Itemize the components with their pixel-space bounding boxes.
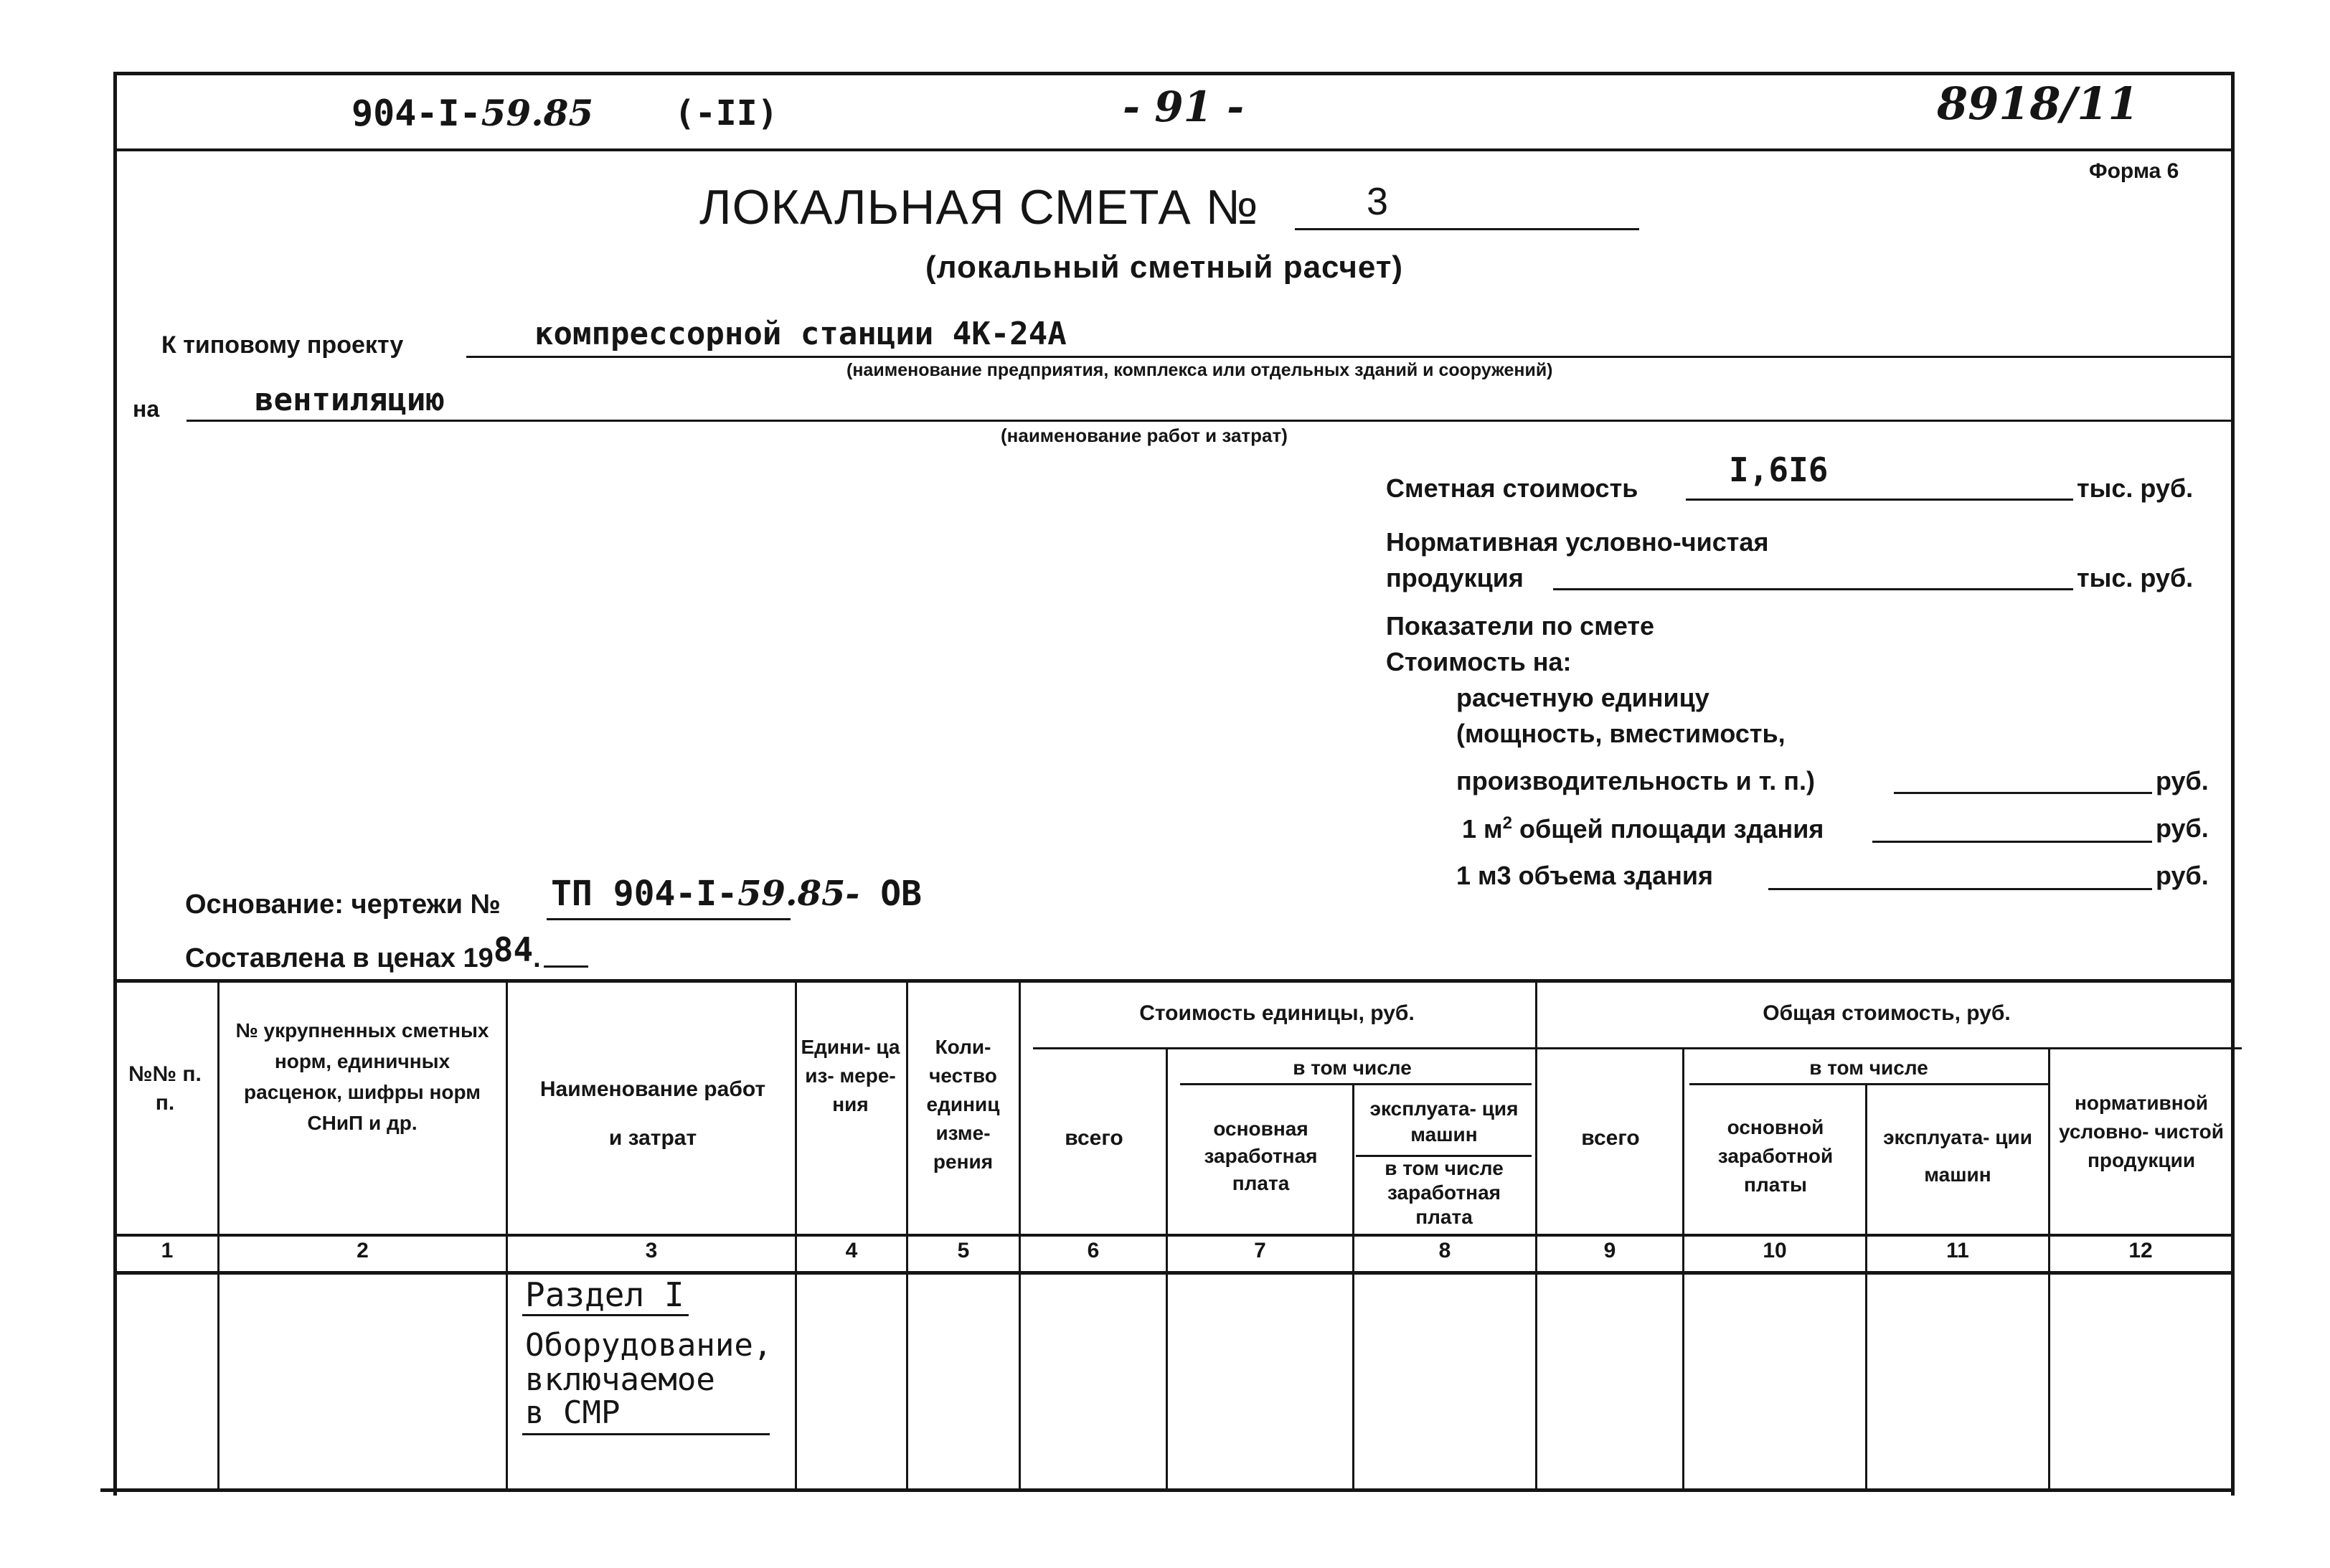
normative-label-1: Нормативная условно-чистая [1386, 527, 1769, 557]
header-col9: всего [1581, 1126, 1640, 1150]
column-number: 4 [845, 1239, 858, 1262]
col-divider-4 [906, 979, 908, 1488]
column-number: 12 [2128, 1239, 2153, 1262]
page-number: - 91 - [1123, 82, 1245, 131]
prices-dot: . [533, 943, 541, 973]
title-number-underline [1295, 228, 1639, 230]
form-label: Форма 6 [2089, 159, 2179, 183]
header-col12: нормативной условно- чистой продукции [2058, 1092, 2224, 1171]
cost-for-label: Стоимость на: [1386, 647, 1572, 676]
header-total-cost-group: Общая стоимость, руб. [1763, 1001, 2011, 1025]
per-m3-currency: руб. [2156, 861, 2209, 890]
normative-underline [1553, 588, 2073, 590]
table-header-bottom-rule [115, 1234, 2235, 1237]
basis-label: Основание: чертежи № [185, 889, 501, 920]
column-number: 8 [1438, 1239, 1451, 1262]
estimated-cost-label: Сметная стоимость [1386, 473, 1638, 503]
prices-underline [544, 965, 588, 968]
col-divider-2 [506, 979, 508, 1488]
header-col1: №№ п. п. [128, 1062, 202, 1115]
col-divider-3 [795, 979, 797, 1488]
table-top-rule [115, 979, 2235, 983]
column-number: 6 [1087, 1239, 1100, 1262]
per-unit-label-2: (мощность, вместимость, [1456, 719, 1786, 748]
normative-label-2: продукция [1386, 563, 1524, 592]
project-underline [466, 356, 2231, 358]
page-title: ЛОКАЛЬНАЯ СМЕТА № [699, 180, 1259, 235]
section-text-line-3: в СМР [525, 1394, 621, 1431]
col-divider-8 [1535, 979, 1537, 1488]
col-divider-7 [1352, 1083, 1354, 1488]
per-m3-label: 1 м3 объема здания [1456, 861, 1714, 890]
table-numbers-bottom-rule [115, 1271, 2235, 1275]
per-unit-underline [1894, 792, 2152, 794]
page-subtitle: (локальный сметный расчет) [925, 250, 1404, 285]
col-divider-1 [217, 979, 220, 1488]
per-m2-sup: 2 [1502, 813, 1513, 833]
frame-right [2231, 72, 2235, 1496]
prices-label [185, 930, 541, 975]
estimated-cost-value: I,6I6 [1729, 450, 1829, 489]
basis-value-prefix: ТП 904-I- [551, 874, 738, 914]
per-m2-label [1462, 813, 1824, 844]
section-text-underline [522, 1433, 770, 1435]
per-m2-underline [1872, 841, 2152, 843]
column-number: 3 [645, 1239, 658, 1262]
table-including-rule-right [1689, 1083, 2048, 1085]
column-number: 11 [1946, 1239, 1969, 1262]
prices-label-text: Составлена в ценах 19 [185, 943, 494, 973]
title-number: 3 [1367, 180, 1389, 223]
archive-number: 8918/11 [1937, 77, 2139, 130]
header-col7: основная заработная плата [1204, 1118, 1318, 1194]
header-unit-cost-group: Стоимость единицы, руб. [1139, 1001, 1415, 1025]
col-divider-6 [1166, 1047, 1168, 1488]
header-col4: Едини- ца из- мере- ния [801, 1036, 900, 1115]
section-title-underline [522, 1314, 689, 1316]
normative-unit: тыс. руб. [2077, 563, 2194, 592]
header-col3: Наименование работ и затрат [539, 1077, 766, 1150]
works-label: на [133, 396, 160, 422]
basis-value-suffix: ОВ [859, 874, 923, 914]
per-m2-currency: руб. [2156, 813, 2209, 843]
works-caption: (наименование работ и затрат) [1001, 425, 1288, 446]
per-m2-rest: общей площади здания [1512, 814, 1824, 844]
column-number: 10 [1763, 1239, 1787, 1262]
header-col11: эксплуата- ции машин [1883, 1126, 2032, 1186]
project-code-handwritten: 59.85 [481, 92, 594, 134]
col-divider-10 [1865, 1083, 1867, 1488]
basis-value [551, 874, 922, 914]
column-number: 5 [957, 1239, 970, 1262]
project-label: К типовому проекту [161, 331, 404, 359]
section-text-line-1: Оборудование, [525, 1327, 773, 1364]
per-unit-label-1: расчетную единицу [1456, 683, 1709, 712]
col-divider-11 [2048, 1047, 2050, 1488]
prices-year: 84 [493, 930, 534, 969]
section-text-line-2: включаемое [525, 1361, 715, 1398]
header-including-right: в том числе [1809, 1057, 1928, 1079]
works-underline [187, 420, 2231, 422]
col-divider-5 [1019, 979, 1021, 1488]
frame-bottom [100, 1488, 2235, 1492]
per-unit-label-3: производительность и т. п.) [1456, 766, 1815, 795]
header-col5: Коли- чество единиц изме- рения [926, 1036, 1000, 1173]
column-number: 2 [357, 1239, 369, 1262]
frame-left [113, 72, 117, 1496]
part-label: (-II) [674, 93, 778, 133]
header-including-left: в том числе [1293, 1057, 1412, 1079]
works-value: вентиляцию [255, 382, 445, 418]
frame-header-rule [115, 148, 2235, 151]
header-col10: основной заработной платы [1717, 1116, 1834, 1196]
frame-top [115, 72, 2235, 75]
estimated-cost-underline [1686, 499, 2073, 501]
project-caption: (наименование предприятия, комплекса или отдельных зданий и сооружений) [846, 360, 1553, 380]
column-number: 1 [161, 1239, 174, 1262]
column-number: 9 [1603, 1239, 1616, 1262]
indicators-title: Показатели по смете [1386, 611, 1655, 641]
header-col2: № укрупненных сметных норм, единичных расценок, шифры норм СНиП и др. [235, 1019, 489, 1134]
project-value: компрессорной станции 4К-24А [534, 316, 1067, 352]
per-m2-prefix: 1 м [1462, 814, 1503, 844]
project-code-prefix: 904-I- [352, 93, 481, 134]
basis-value-handwritten: 59.85- [737, 874, 860, 914]
header-col6: всего [1065, 1126, 1123, 1150]
project-code [352, 92, 593, 134]
per-unit-currency: руб. [2156, 766, 2209, 795]
col-divider-9 [1682, 1047, 1684, 1488]
column-number: 7 [1254, 1239, 1266, 1262]
estimated-cost-unit: тыс. руб. [2077, 473, 2194, 503]
per-m3-underline [1768, 888, 2152, 890]
header-col8-bottom: в том числе заработная плата [1385, 1157, 1504, 1228]
section-title: Раздел I [525, 1275, 684, 1314]
table-unit-group-rule [1033, 1047, 2242, 1049]
table-including-rule-left [1180, 1083, 1532, 1085]
header-col8-top: эксплуата- ция машин [1369, 1097, 1519, 1146]
basis-underline [547, 918, 791, 920]
